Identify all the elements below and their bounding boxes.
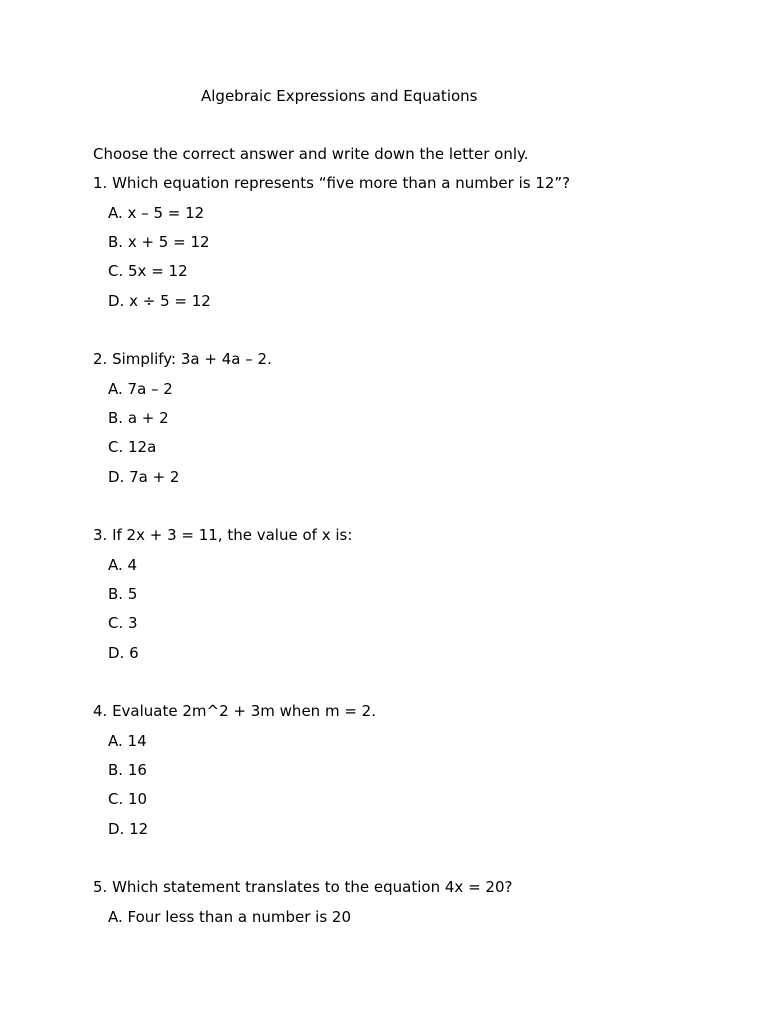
- answer-option: A. 4: [108, 555, 138, 574]
- question-block: [93, 174, 733, 321]
- spacer: [93, 673, 733, 702]
- question-block: [93, 702, 733, 849]
- spacer: [93, 321, 733, 350]
- question-prompt: 4. Evaluate 2m^2 + 3m when m = 2.: [93, 702, 376, 721]
- spacer: [93, 849, 733, 878]
- question-block: [93, 526, 733, 673]
- document-title: Algebraic Expressions and Equations: [201, 87, 478, 105]
- document-body: [93, 145, 733, 937]
- answer-option: B. 5: [108, 584, 138, 603]
- answer-option: C. 10: [108, 790, 148, 809]
- answer-option: C. 3: [108, 614, 138, 633]
- answer-option: A. 14: [108, 731, 147, 750]
- answer-option: D. x ÷ 5 = 12: [108, 291, 211, 310]
- question-block: [93, 350, 733, 497]
- answer-option: A. 7a – 2: [108, 379, 173, 398]
- answer-option: A. x – 5 = 12: [108, 203, 205, 222]
- answer-option: B. 16: [108, 760, 147, 779]
- spacer: [93, 497, 733, 526]
- answer-option: B. a + 2: [108, 408, 169, 427]
- question-block: [93, 878, 733, 937]
- answer-option: C. 5x = 12: [108, 262, 188, 281]
- question-prompt: 3. If 2x + 3 = 11, the value of x is:: [93, 526, 353, 545]
- question-prompt: 2. Simplify: 3a + 4a – 2.: [93, 350, 272, 369]
- answer-option: A. Four less than a number is 20: [108, 907, 352, 926]
- answer-option: D. 12: [108, 819, 149, 838]
- answer-option: C. 12a: [108, 438, 157, 457]
- answer-option: B. x + 5 = 12: [108, 232, 210, 251]
- answer-option: D. 6: [108, 643, 139, 662]
- question-prompt: 1. Which equation represents “five more than a number is 12”?: [93, 174, 571, 193]
- answer-option: D. 7a + 2: [108, 467, 180, 486]
- instructions-text: Choose the correct answer and write down the letter only.: [93, 145, 529, 163]
- question-prompt: 5. Which statement translates to the equation 4x = 20?: [93, 878, 513, 897]
